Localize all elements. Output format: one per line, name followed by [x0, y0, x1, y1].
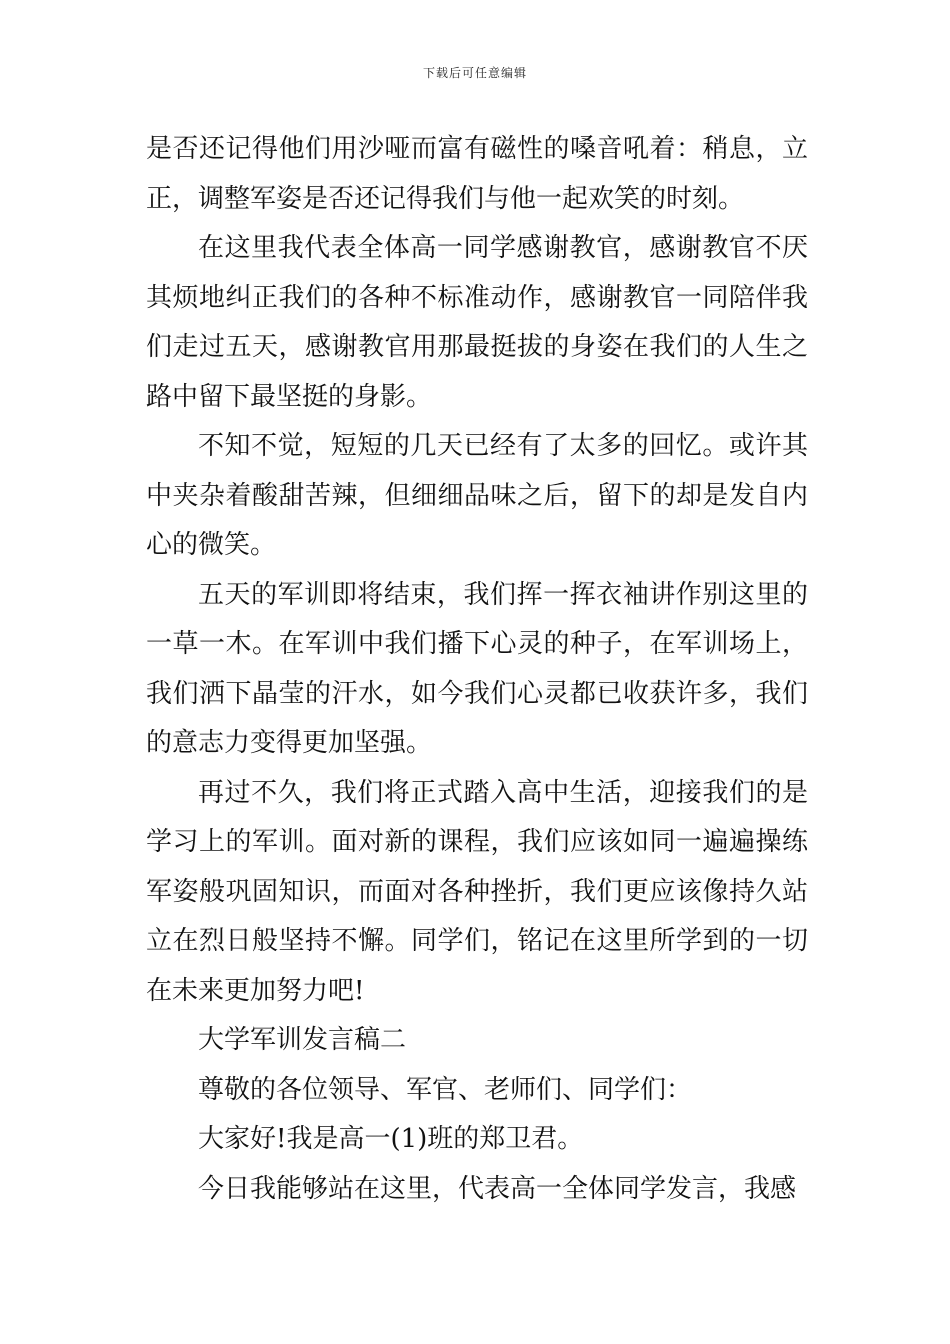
page-header-note: 下载后可任意编辑 [422, 66, 527, 80]
paragraph-last: 今日我能够站在这里，代表高一全体同学发言，我感 [198, 1173, 797, 1204]
paragraph-3: 不知不觉，短短的几天已经有了太多的回忆。或许其中夹杂着酸甜苦辣，但细细品味之后，留下的却是发自内心的微笑。 [146, 431, 808, 560]
paragraph-5: 再过不久，我们将正式踏入高中生活，迎接我们的是学习上的军训。面对新的课程，我们应该如同一遍遍操练军姿般巩固知识，而面对各种挫折，我们更应该像持久站立在烈日般坚持不懈。同学们，铭记在这里所学到的一切在未来更加努力吧! [146, 777, 808, 1006]
paragraph-1: 是否还记得他们用沙哑而富有磁性的嗓音吼着：稍息，立正，调整军姿是否还记得我们与他一起欢笑的时刻。 [146, 134, 808, 214]
paragraph-4: 五天的军训即将结束，我们挥一挥衣袖讲作别这里的一草一木。在军训中我们播下心灵的种子，在军训场上，我们洒下晶莹的汗水，如今我们心灵都已收获许多，我们的意志力变得更加坚强。 [146, 579, 808, 758]
paragraph-2: 在这里我代表全体高一同学感谢教官，感谢教官不厌其烦地纠正我们的各种不标准动作，感谢教官一同陪伴我们走过五天，感谢教官用那最挺拔的身姿在我们的人生之路中留下最坚挺的身影。 [146, 233, 808, 412]
salutation: 尊敬的各位领导、军官、老师们、同学们： [198, 1074, 693, 1105]
document-body [146, 125, 808, 1214]
section-heading: 大学军训发言稿二 [198, 1025, 407, 1055]
greeting: 大家好!我是高一(1)班的郑卫君。 [198, 1124, 584, 1154]
